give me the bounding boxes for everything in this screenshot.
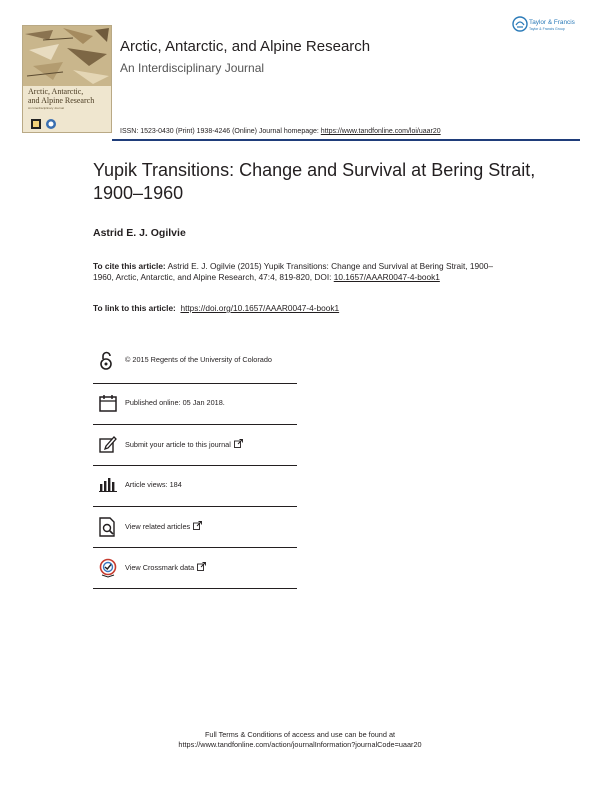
crossmark-icon xyxy=(99,558,117,578)
footer-terms-text: Full Terms & Conditions of access and use can be found at xyxy=(204,730,396,739)
link-label: To link to this article: xyxy=(93,303,176,313)
article-link-line xyxy=(93,303,339,313)
citation-doi-link[interactable]: 10.1657/AAAR0047-4-book1 xyxy=(333,272,440,282)
copyright-text: © 2015 Regents of the University of Colorado xyxy=(125,355,272,364)
cover-title xyxy=(28,87,110,105)
cover-title-line-2: and Alpine Research xyxy=(28,96,95,105)
article-info-panel xyxy=(93,343,297,589)
cover-art-image xyxy=(23,26,111,86)
footer-terms-link[interactable]: https://www.tandfonline.com/action/journalInformation?journalCode=uaar20 xyxy=(178,740,422,749)
crossmark-label: View Crossmark data xyxy=(125,563,195,572)
journal-cover xyxy=(22,25,112,133)
published-date-text: Published online: 05 Jan 2018. xyxy=(125,398,225,407)
journal-title: Arctic, Antarctic, and Alpine Research xyxy=(120,38,371,55)
edit-icon xyxy=(99,435,117,453)
article-author: Astrid E. J. Ogilvie xyxy=(93,227,186,239)
related-articles-link[interactable] xyxy=(125,521,202,532)
open-access-lock-icon xyxy=(99,351,113,371)
issn-line xyxy=(120,128,441,135)
cover-subtitle: An Interdisciplinary Journal xyxy=(28,106,65,110)
article-doi-link[interactable]: https://doi.org/10.1657/AAAR0047-4-book1 xyxy=(180,303,340,313)
views-row xyxy=(93,466,297,507)
article-title: Yupik Transitions: Change and Survival at Bering Strait, 1900–1960 xyxy=(93,160,536,203)
submit-article-link[interactable] xyxy=(125,439,243,450)
crossmark-row[interactable] xyxy=(93,548,297,589)
footer xyxy=(0,730,600,750)
bar-chart-icon xyxy=(99,476,117,492)
issn-text: ISSN: 1523-0430 (Print) 1938-4246 (Online) Journal homepage: xyxy=(120,128,321,135)
related-articles-icon xyxy=(99,517,117,537)
submit-article-label: Submit your article to this journal xyxy=(125,440,231,449)
publisher-logo-icon xyxy=(512,16,528,32)
related-articles-label: View related articles xyxy=(125,522,191,531)
crossmark-link[interactable] xyxy=(125,562,206,573)
calendar-icon xyxy=(99,394,117,412)
publisher-name: Taylor & Francis xyxy=(529,19,575,26)
external-link-icon xyxy=(193,521,202,530)
article-views-text: Article views: 184 xyxy=(125,480,182,489)
citation-text: Astrid E. J. Ogilvie (2015) Yupik Transitions: Change and Survival at Bering Strait, 1900–1960, Arctic, Antarctic, and Alpine Research, 47:4, 819-820, DOI: xyxy=(93,261,494,282)
citation-block xyxy=(93,261,513,283)
journal-subtitle: An Interdisciplinary Journal xyxy=(120,61,265,75)
publisher-subname: Taylor & Francis Group xyxy=(529,27,565,31)
related-row[interactable] xyxy=(93,507,297,548)
submit-row[interactable] xyxy=(93,425,297,466)
cover-title-line-1: Arctic, Antarctic, xyxy=(28,87,84,96)
header-divider xyxy=(112,139,580,141)
published-row xyxy=(93,384,297,425)
citation-label: To cite this article: xyxy=(93,261,166,271)
external-link-icon xyxy=(197,562,206,571)
external-link-icon xyxy=(234,439,243,448)
cover-logos-icon xyxy=(31,118,61,130)
copyright-row xyxy=(93,343,297,384)
journal-homepage-link[interactable]: https://www.tandfonline.com/loi/uaar20 xyxy=(320,128,441,135)
